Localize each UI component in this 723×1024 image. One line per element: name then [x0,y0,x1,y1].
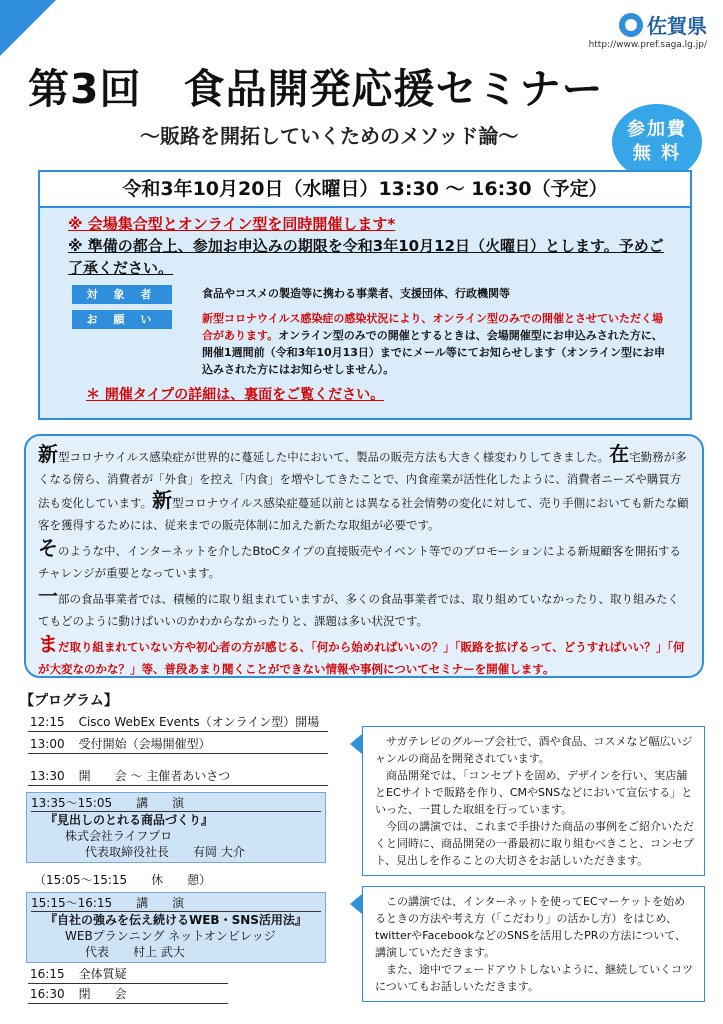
drop-cap: そ [38,536,58,560]
callout-arrow-icon [350,894,362,914]
talk-1-speaker: 代表取締役社長 有岡 大介 [85,845,245,859]
description-paragraph: サガテレビのグループ会社で、酒や食品、コスメなど幅広いジャンルの商品を開発されています。 [375,735,693,765]
drop-cap: 新 [152,488,173,512]
deadline-notice: ※ 準備の都合上、参加お申込みの期限を令和3年10月12日（火曜日）とします。予めご了承ください。 [68,237,664,277]
drop-cap: ま [38,632,58,656]
program-text: 開 会 ～ 主催者あいさつ [78,769,231,783]
program-item [28,986,228,1004]
program-time: 13:30 [30,769,65,783]
intro-text: 部の食品事業者では、積極的に取り組まれていますが、多くの食品事業者では、取り組めていなかったり、取り組みたくてもどのように動けばいいのかわからなかったりと、課題は多い状況です。 [38,592,679,628]
request-text-black: オンライン型のみでの開催とするときは、会場開催型にお申込みされた方に、開催1週間前（令和3年10月13日）までにメール等にてお知らせします（オンライン型にお申込みされた方にはお知らせしません）。 [202,329,666,376]
program-time: 16:30 [30,987,65,1001]
program-item [28,966,228,984]
talk-1-title: 『見出しのとれる商品づくり』 [45,813,214,827]
intro-text: のような中、インターネットを介したBtoCタイプの直接販売やイベント等でのプロモーションによる新規顧客を開拓するチャレンジが重要となっています。 [38,544,681,580]
talk-2-block [26,892,326,963]
page-subtitle: ～販路を開拓していくためのメソッド論～ [140,124,519,148]
logo-url[interactable]: http://www.pref.saga.lg.jp/ [588,40,707,50]
description-paragraph: この講演では、インターネットを使ってECマーケットを始めるときの方法や考え方（「こだわり」の活かし方）をはじめ、twitterやFacebookなどのSNSを活用したPRの方法について、講演していただきます。 [375,895,686,959]
talk-2-description-body [362,886,705,1002]
talk-1-description [350,726,705,876]
intro-text: 型コロナウイルス感染症蔓延以前とは異なる社会情勢の変化に対して、売り手側においても新たな顧客を獲得するためには、従来までの販売体制に加えた新たな取組が必要です。 [38,496,689,532]
intro-paragraph-4 [38,634,690,680]
request-text [202,310,690,378]
request-text-red: 新型コロナウイルス感染症の感染状況により、オンライン型のみでの開催とさせていただく場合があります。 [202,312,664,342]
program-time: 13:00 [30,737,65,751]
event-info-panel [38,170,692,420]
talk-1-block [26,792,326,863]
talk-1-time: 13:35～15:05 講 演 [31,795,321,812]
target-text: 食品やコスメの製造等に携わる事業者、支援団体、行政機関等 [202,287,510,300]
request-label: お 願 い [72,310,172,329]
talk-2-speaker: 代表 村上 武大 [85,945,185,959]
intro-text: だ取り組まれていない方や初心者の方が感じる、「何から始めればいいの？」「販路を拡げるって、どうすればいい？」「何が大変なのかな？」等、普段あまり聞くことができない情報や事例についてセミナーを開催します。 [38,640,685,676]
break-item: （15:05～15:15 休 憩） [34,873,212,887]
program-text: 閉 会 [78,987,127,1001]
description-paragraph: また、途中でフェードアウトしないように、継続していくコツについてもお話しいただきます。 [375,963,694,993]
intro-text-box [24,434,704,678]
program-text: Cisco WebEx Events（オンライン型）開場 [78,715,320,729]
hybrid-notice: ※ 会場集合型とオンライン型を同時開催します* [68,215,396,233]
drop-cap: 新 [38,442,58,466]
saga-prefecture-logo-icon [619,13,643,37]
drop-cap: 在 [609,442,630,466]
intro-paragraph-2 [38,538,690,584]
saga-logo[interactable] [589,10,707,50]
intro-paragraph-1 [38,444,690,536]
program-heading: 【プログラム】 [20,693,118,709]
detail-note: ＊ 開催タイプの詳細は、裏面をご覧ください。 [86,387,385,403]
talk-1-org: 株式会社ライフプロ [65,829,173,843]
intro-text: 宅勤務が多くなる傍ら、消費者が「外食」を控え「内食」を増やしてきたことで、内食産業が活性化したように、消費者ニーズや購買方法も変化しています。 [38,450,687,510]
description-paragraph: 今回の講演では、これまで手掛けた商品の事例をご紹介いただくと同時に、商品開発の一番最初に取り組むべきこと、コンセプト、見出しを作ることの大切さをお話しいただきます。 [375,820,694,867]
talk-2-description [350,886,705,1002]
target-row [72,285,690,304]
request-row [72,310,690,378]
fee-badge-line1: 参加費 [627,118,687,140]
corner-decoration [0,0,56,56]
program-time: 16:15 [30,967,65,981]
fee-badge-line2: 無 料 [632,143,682,164]
program-item [28,714,328,732]
talk-2-title: 『自社の強みを伝え続けるWEB・SNS活用法』 [45,913,307,927]
program-item [28,768,328,786]
callout-arrow-icon [350,734,362,754]
intro-text: 型コロナウイルス感染症が世界的に蔓延した中において、製品の販売方法も大きく様変わりしてきました。 [58,450,610,464]
talk-1-description-body [362,726,705,876]
program-item [28,736,328,754]
intro-paragraph-3 [38,586,690,632]
program-time: 12:15 [30,715,65,729]
free-admission-badge [612,104,702,180]
drop-cap: 一 [38,584,58,608]
talk-2-time: 15:15～16:15 講 演 [31,895,321,912]
target-label: 対 象 者 [72,285,172,304]
talk-2-org: WEBプランニング ネットオンビレッジ [65,929,276,943]
description-paragraph: 商品開発では、「コンセプトを固め、デザインを行い、実店舗とECサイトで販路を作り、CMやSNSなどにおいて宣伝する」といった、一貫した取組を行っています。 [375,769,693,816]
program-text: 全体質疑 [78,967,127,981]
event-date: 令和3年10月20日（水曜日）13:30 ～ 16:30（予定） [40,172,690,208]
logo-name: 佐賀県 [647,14,707,38]
program-text: 受付開始（会場開催型） [78,737,211,751]
page-title: 第3回 食品開発応援セミナー [28,65,604,113]
